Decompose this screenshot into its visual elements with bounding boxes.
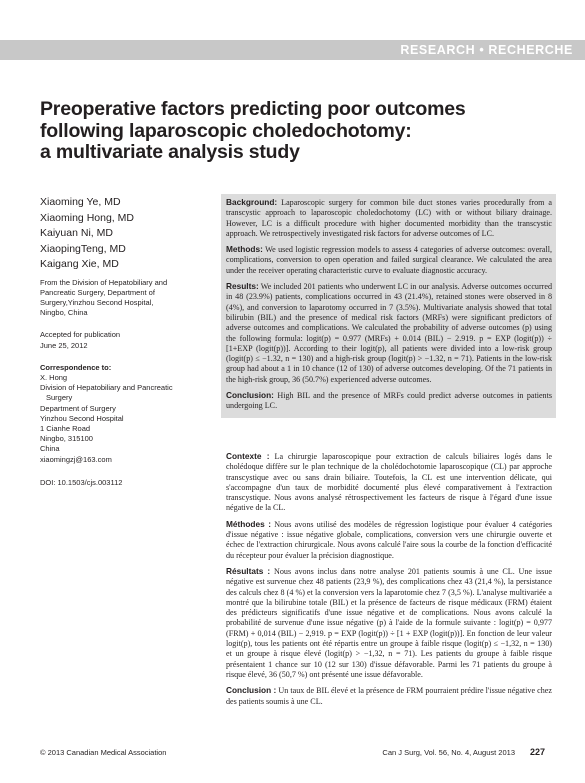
section-text: Nous avons inclus dans notre analyse 201 patients soumis à une CL. Une issue négative est survenue chez 48 patients (23,9 %), des complications chez 43 (21,4 %), la persistance des calculs chez 8 (4 %) et la conversion vers la laparotomie chez 7 (3,5 %). L'analyse multivariée a montré que la bilirubine totale (BIL) et la présence de facteurs de risque médicaux (FRM) étaient des prédicteurs significatifs d'une issue négative et de complications. Nous avons calculé la probabilité de survenue d'une issue négative (p) à l'aide de la formule suivante : logit(p) = 0,977 (FRM) + 0,014 (BIL) − 2,919. p = EXP (logit(p)) ÷ [1 + EXP (logit(p))]. En fonction de leur valeur logit(p), tous les patients ont été répartis entre un groupe à faible risque (logit(p) ≤ −1,32, n = 130) et un groupe à risque élevé (logit(p) > −1,32, n = 71). Les patients du groupe à faible risque présentaient 1 chance sur 10 (12 sur 130) d'issue défavorable. Parmi les 71 patients du groupe à risque élevé, 36 (50,7 %) ont présenté une issue défavorable. <box>226 566 553 679</box>
affiliation-line: Ningbo, China <box>40 308 88 318</box>
author-list <box>40 195 220 273</box>
section-heading: Conclusion : <box>226 685 277 696</box>
section-text: La chirurgie laparoscopique pour extraction de calculs biliaires logés dans le cholédoque diffère sur le plan technique de la cholédochotomie laparoscopique (CL) par approche transcystique avec ou sans drain biliaire. Toutefois, la CL est une intervention délicate, qui s'accompagne d'un taux de morbidité documenté plus élevé comparativement à l'extraction transcystique. Nous avons analysé rétrospectivement les facteurs de risque à l'égard d'une issue négative de la CL. <box>226 452 552 513</box>
section-banner <box>0 40 585 60</box>
abstract-methodes <box>226 519 552 561</box>
correspondence-line: Surgery <box>46 393 73 403</box>
correspondence-line: Division of Hepatobiliary and Pancreatic <box>40 383 173 393</box>
section-text: Un taux de BIL élevé et la présence de FRM pourraient prédire l'issue négative chez des patients soumis à une CL. <box>226 686 552 706</box>
author-name: Kaigang Xie, MD <box>40 258 119 270</box>
author-name: Kaiyuan Ni, MD <box>40 227 113 239</box>
abstract-conclusion <box>226 390 552 412</box>
section-heading: Contexte : <box>226 451 270 461</box>
section-heading: Conclusion: <box>226 390 274 401</box>
accepted-date <box>40 330 220 350</box>
section-label: RESEARCH • RECHERCHE <box>400 43 573 57</box>
correspondence-line: Yinzhou Second Hospital <box>40 413 124 423</box>
accepted-line: June 25, 2012 <box>40 340 88 350</box>
abstract-results <box>226 281 552 385</box>
section-heading: Méthodes : <box>226 518 272 529</box>
section-text: High BIL and the presence of MRFs could predict adverse outcomes in patients undergoing LC. <box>226 391 552 411</box>
author-name: XiaopingTeng, MD <box>40 242 126 255</box>
correspondence-line: Department of Surgery <box>40 403 116 413</box>
section-heading: Results: <box>226 281 259 292</box>
title-line: following laparoscopic choledochotomy: <box>40 119 412 142</box>
copyright: © 2013 Canadian Medical Association <box>40 748 167 757</box>
affiliation-line: Pancreatic Surgery, Department of <box>40 287 155 297</box>
abstract-french <box>221 451 556 712</box>
affiliation-line: From the Division of Hepatobiliary and <box>40 277 168 287</box>
abstract-resultats <box>226 566 552 680</box>
author-column <box>40 195 220 488</box>
section-heading: Methods: <box>226 244 263 255</box>
title-line: a multivariate analysis study <box>40 141 300 163</box>
author-name: Xiaoming Hong, MD <box>40 211 134 224</box>
doi: DOI: 10.1503/cjs.003112 <box>40 477 123 487</box>
correspondence-line: 1 Cianhe Road <box>40 423 91 433</box>
correspondence <box>40 363 220 465</box>
section-text: Nous avons utilisé des modèles de régression logistique pour évaluer 4 catégories d'issue négative : issue négative globale, complications, conversion vers une chirurgie ouverte et échec de l'extraction chirurgicale. Nous avons calculé l'aire sous la courbe de la fonction d'efficacité du récepteur pour évaluer la précision diagnostique. <box>226 519 552 560</box>
section-heading: Résultats : <box>226 565 271 576</box>
article-title <box>40 99 560 164</box>
abstract-background <box>226 197 552 239</box>
abstract-conclusion-fr <box>226 685 552 707</box>
correspondence-email: xiaomingzj@163.com <box>40 454 112 464</box>
section-text: Laparoscopic surgery for common bile duct stones varies procedurally from a transcystic approach to laparoscopic choledochotomy (LC) with or without biliary drainage. However, LC is a difficult procedure with higher documented morbidity than the transcystic approach. We retrospectively investigated risk factors for adverse outcomes of LC. <box>226 198 552 238</box>
correspondence-line: X. Hong <box>40 372 68 382</box>
section-text: We included 201 patients who underwent LC in our analysis. Adverse outcomes occurred in 48 (23.9%) patients, complications occurred in 43 (21.4%), retained stones were observed in 8 (4%), and conversion to laparotomy occurred in 7 (3.5%). Multivariate analysis showed that total bilirubin (BIL) and the presence of medical risk factors (MRFs) were significant predictors of adverse outcomes and complications. We calculated the probability of adverse outcomes (p) using the following formula: logit(p) = 0.977 (MRFs) + 0.014 (BIL) − 2.919. p = EXP (logit(p)) ÷ [1+EXP (logit(p))]. According to their logit(p), all patients were divided into a low-risk group (logit(p) ≤ −1.32, n = 130) and a high-risk group (logit(p) > −1.32, n = 71). Patients in the low-risk group had about a 1 in 10 chance (12 of 130) of adverse outcomes developing. Of the 71 patients in the high-risk group, 36 (50.7%) experienced adverse outcomes. <box>226 282 552 384</box>
correspondence-heading: Correspondence to: <box>40 362 112 372</box>
affiliation <box>40 278 220 319</box>
title-line: Preoperative factors predicting poor outcomes <box>40 98 466 120</box>
affiliation-line: Surgery,Yinzhou Second Hospital, <box>40 297 154 307</box>
page-number: 227 <box>529 747 545 757</box>
accepted-line: Accepted for publication <box>40 330 121 340</box>
correspondence-line: China <box>40 444 60 454</box>
abstract-methods <box>226 244 552 276</box>
correspondence-line: Ningbo, 315100 <box>40 434 93 444</box>
journal-citation: Can J Surg, Vol. 56, No. 4, August 2013 <box>382 748 515 757</box>
abstract-english <box>221 194 556 418</box>
section-heading: Background: <box>226 197 278 207</box>
abstract-contexte <box>226 451 552 514</box>
author-name: Xiaoming Ye, MD <box>40 196 121 208</box>
section-text: We used logistic regression models to assess 4 categories of adverse outcomes: overall, complications, conversion to open operation and failed surgical clearance. We calculated the area under the receiver operating characteristic curve to evaluate diagnostic accuracy. <box>226 245 552 275</box>
